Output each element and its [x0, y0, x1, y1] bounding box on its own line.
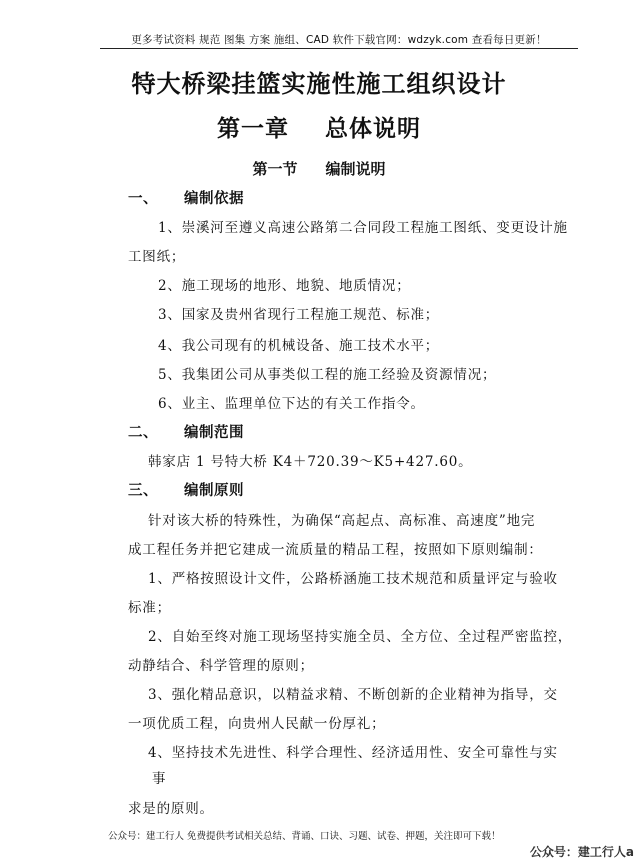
paragraph-line: 工图纸；	[128, 249, 186, 265]
paragraph-line: 韩家店 1 号特大桥 K4＋720.39～K5+427.60。	[148, 454, 473, 470]
part1-heading	[128, 190, 244, 208]
paragraph-line: 3、强化精品意识，以精益求精、不断创新的企业精神为指导，交	[148, 687, 558, 703]
header-rule	[100, 48, 578, 49]
paragraph-line: 5、我集团公司从事类似工程的施工经验及资源情况；	[158, 367, 497, 383]
paragraph-line: 求是的原则。	[128, 801, 214, 817]
section-heading	[0, 158, 638, 179]
chapter-heading	[0, 110, 638, 143]
paragraph-line: 成工程任务并把它建成一流质量的精品工程，按照如下原则编制：	[128, 542, 543, 558]
section-number: 第一节	[252, 160, 298, 178]
paragraph-line: 2、施工现场的地形、地貌、地质情况；	[158, 278, 411, 294]
paragraph-line: 标准；	[128, 600, 171, 616]
part3-title: 编制原则	[184, 482, 244, 499]
paragraph-line: 3、国家及贵州省现行工程施工规范、标准；	[158, 307, 440, 323]
paragraph-line: 2、自始至终对施工现场坚持实施全员、全方位、全过程严密监控，	[148, 629, 573, 645]
chapter-title: 总体说明	[325, 115, 421, 142]
page-footer-text: 公众号：建工行人 免费提供考试相关总结、背诵、口诀、习题、试卷、押题，关注即可下载！	[108, 831, 501, 842]
watermark-text: 公众号：建工行人a	[529, 845, 634, 859]
part1-number: 一、	[128, 190, 158, 207]
paragraph-line: 4、坚持技术先进性、科学合理性、经济适用性、安全可靠性与实	[148, 745, 558, 761]
page-header-text: 更多考试资料 规范 图集 方案 施组、CAD 软件下载官网：wdzyk.com 查看每日更新！	[131, 34, 547, 46]
paragraph-line: 一项优质工程，向贵州人民献一份厚礼；	[128, 716, 386, 732]
paragraph-line: 事	[152, 771, 167, 787]
part1-title: 编制依据	[184, 190, 244, 207]
chapter-number: 第一章	[217, 115, 289, 142]
paragraph-line: 6、业主、监理单位下达的有关工作指令。	[158, 396, 425, 412]
paragraph-line: 4、我公司现有的机械设备、施工技术水平；	[158, 338, 440, 354]
paragraph-line: 1、严格按照设计文件，公路桥涵施工技术规范和质量评定与验收	[148, 571, 558, 587]
paragraph-line: 1、崇溪河至遵义高速公路第二合同段工程施工图纸、变更设计施	[158, 220, 568, 236]
part2-title: 编制范围	[184, 424, 244, 441]
part2-heading	[128, 424, 244, 442]
paragraph-line: 针对该大桥的特殊性，为确保“高起点、高标准、高速度”地完	[148, 513, 536, 529]
part2-number: 二、	[128, 424, 158, 441]
part3-heading	[128, 482, 244, 500]
document-title: 特大桥梁挂篮实施性施工组织设计	[131, 69, 507, 98]
paragraph-line: 动静结合、科学管理的原则；	[128, 658, 314, 674]
part3-number: 三、	[128, 482, 158, 499]
section-title: 编制说明	[325, 160, 386, 178]
